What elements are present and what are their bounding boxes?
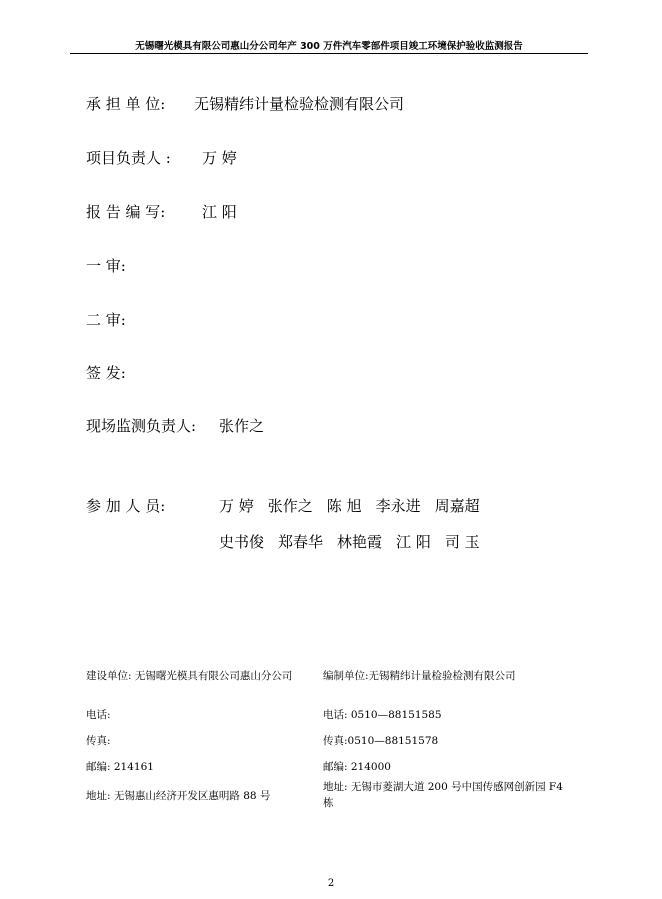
participant-name: 司 玉	[444, 533, 480, 551]
participant-name: 张作之	[267, 497, 313, 515]
leader-label: 项目负责人 :	[86, 149, 171, 167]
leader-row	[86, 147, 237, 168]
compiler-unit: 编制单位:无锡精纬计量检验检测有限公司	[323, 670, 516, 682]
participant-name: 周嘉超	[434, 497, 480, 515]
site-leader-row	[86, 415, 264, 436]
issuer-label: 签 发:	[86, 364, 126, 382]
participants-row-2	[219, 531, 494, 552]
participant-name: 陈 旭	[326, 497, 362, 515]
writer-value: 江 阳	[202, 203, 237, 221]
review2-row	[86, 309, 126, 330]
review1-label: 一 审:	[86, 257, 126, 275]
site-leader-label: 现场监测负责人:	[86, 417, 197, 435]
issuer-row	[86, 362, 126, 383]
participants-row-1	[219, 495, 494, 516]
builder-fax: 传真:	[86, 735, 111, 747]
participant-name: 史书俊	[219, 533, 265, 551]
compiler-address: 地址: 无锡市菱湖大道 200 号中国传感网创新园 F4 栋	[323, 781, 563, 809]
undertaker-row	[86, 93, 404, 114]
site-leader-value: 张作之	[219, 417, 265, 435]
participant-name: 郑春华	[278, 533, 324, 551]
builder-unit: 建设单位: 无锡曙光模具有限公司惠山分公司	[86, 670, 293, 682]
participant-name: 李永进	[375, 497, 421, 515]
writer-label: 报 告 编 写:	[86, 203, 166, 221]
review2-label: 二 审:	[86, 311, 126, 329]
participant-name: 万 婷	[219, 497, 254, 515]
undertaker-label: 承 担 单 位:	[86, 95, 166, 113]
page-number: 2	[327, 878, 335, 889]
writer-row	[86, 201, 237, 222]
builder-postcode: 邮编: 214161	[86, 761, 154, 773]
builder-address: 地址: 无锡惠山经济开发区惠明路 88 号	[86, 790, 271, 802]
participant-name: 林艳霞	[337, 533, 383, 551]
leader-value: 万 婷	[202, 149, 237, 167]
compiler-postcode: 邮编: 214000	[323, 761, 391, 773]
participants-label: 参 加 人 员:	[86, 497, 166, 515]
builder-phone: 电话:	[86, 709, 111, 721]
undertaker-value: 无锡精纬计量检验检测有限公司	[194, 95, 405, 113]
header-rule	[70, 53, 588, 54]
participant-name: 江 阳	[396, 533, 431, 551]
review1-row	[86, 255, 126, 276]
compiler-fax: 传真:0510—88151578	[323, 735, 439, 747]
page-header: 无锡曙光模具有限公司惠山分公司年产 300 万件汽车零部件项目竣工环境保护验收监测报告	[135, 41, 523, 52]
compiler-phone: 电话: 0510—88151585	[323, 709, 442, 721]
